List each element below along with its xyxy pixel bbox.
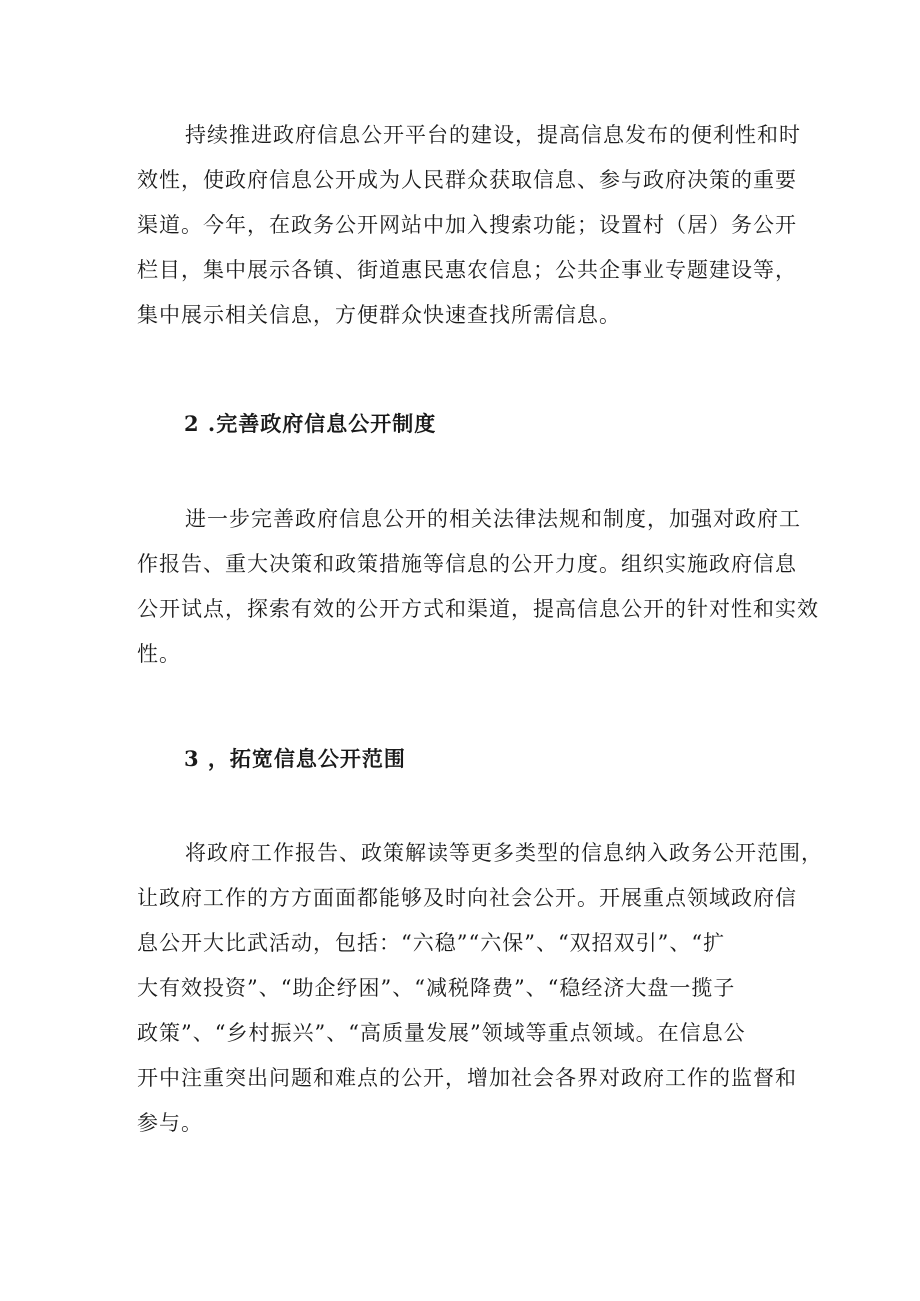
paragraph-line: 让政府工作的方方面面都能够及时向社会公开。开展重点领域政府信	[137, 886, 797, 910]
paragraph-line: 开中注重突出问题和难点的公开，增加社会各界对政府工作的监督和	[137, 1066, 797, 1090]
paragraph-line: 息公开大比武活动，包括：“六稳”“六保”、“双招双引”、“扩	[137, 931, 726, 955]
paragraph-line: 参与。	[137, 1111, 203, 1135]
paragraph-improve-system	[137, 497, 819, 677]
section-heading-expand-scope: 3 ，拓宽信息公开范围	[184, 746, 406, 771]
paragraph-line: 将政府工作报告、政策解读等更多类型的信息纳入政务公开范围，	[185, 841, 823, 865]
paragraph-expand-scope	[137, 831, 823, 1146]
paragraph-line: 栏目，集中展示各镇、街道惠民惠农信息；公共企事业专题建设等，	[137, 258, 797, 282]
paragraph-line: 进一步完善政府信息公开的相关法律法规和制度，加强对政府工	[185, 507, 801, 531]
paragraph-line: 集中展示相关信息，方便群众快速查找所需信息。	[137, 303, 621, 327]
section-heading-improve-system: 2 .完善政府信息公开制度	[184, 411, 437, 436]
paragraph-line: 公开试点，探索有效的公开方式和渠道，提高信息公开的针对性和实效	[137, 597, 819, 621]
paragraph-platform-construction	[137, 113, 801, 338]
paragraph-line: 大有效投资”、“助企纾困”、“减税降费”、“稳经济大盘一揽子	[137, 976, 736, 1000]
paragraph-line: 性。	[137, 642, 181, 666]
paragraph-line: 持续推进政府信息公开平台的建设，提高信息发布的便利性和时	[185, 123, 801, 147]
paragraph-line: 效性，使政府信息公开成为人民群众获取信息、参与政府决策的重要	[137, 168, 797, 192]
paragraph-line: 渠道。今年，在政务公开网站中加入搜索功能；设置村（居）务公开	[137, 213, 797, 237]
paragraph-line: 政策”、“乡村振兴”、“高质量发展”领域等重点领域。在信息公	[137, 1021, 746, 1045]
paragraph-line: 作报告、重大决策和政策措施等信息的公开力度。组织实施政府信息	[137, 552, 797, 576]
